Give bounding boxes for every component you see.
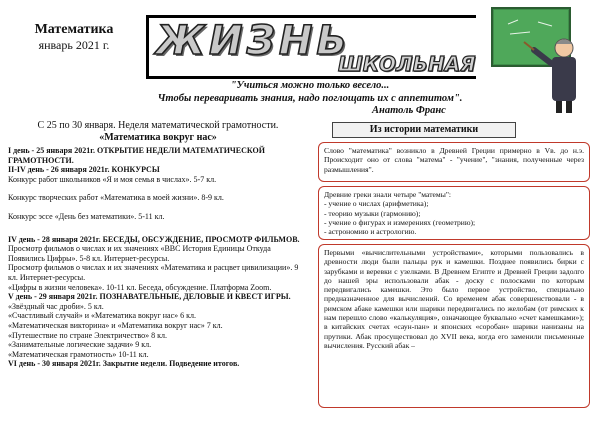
list-item: Просмотр фильмов о числах и их значениях «Математика и расцвет цивилизации». 9 кл. Интернет-ресурсы. — [8, 263, 299, 282]
history-section-title: Из истории математики — [332, 122, 516, 138]
list-item: «Математическая викторина» и «Математика вокруг нас» 7 кл. — [8, 320, 223, 330]
history-box-calculating-devices: Первыми «вычислительными устройствами», которыми пользовались в древности люди были пальцы рук и камешки. Позднее появились бирки с зарубками и веревки с узелками. В Древнем Египте и Древней Греции задолго до нашей эры использовали абак - доску с полосками по которым передвигались камешки. Это было первое устройство, специально предназначенное для вычислений. Со временем абак совершенствовали - в римском абаке камешки или шарики передвигались по желобам (от римских к нам перешло слово «калькуляция», означающее буквально «счет камешками»); в китайских счетах «саун-пан» и японских «соробан» шарики нанизаны на прутики. Абак просуществовал до XVII века, когда его заменили письменные вычисления. Русский абак – — [318, 244, 590, 408]
day-1-heading: I день - 25 января 2021г. ОТКРЫТИЕ НЕДЕЛИ МАТЕМАТИЧЕСКОЙ ГРАМОТНОСТИ. — [8, 146, 265, 165]
logo-word-small: ШКОЛЬНАЯ — [338, 52, 476, 76]
teacher-blackboard-illustration — [478, 2, 588, 114]
list-item: Конкурс творческих работ «Математика в моей жизни». 8-9 кл. — [8, 193, 224, 203]
day-2-heading: II-IV день - 26 января 2021г. КОНКУРСЫ — [8, 165, 160, 175]
list-item: - теорию музыки (гармонию); — [324, 208, 421, 218]
event-schedule — [8, 120, 308, 369]
list-item: Конкурс эссе «День без математики». 5-11 кл. — [8, 211, 165, 221]
day-6-heading: VI день - 30 января 2021г. Закрытие недели. Подведение итогов. — [8, 359, 240, 369]
logo-word-big: ЖИЗНЬ — [156, 18, 351, 64]
list-item: «Занимательные логические задачи» 9 кл. — [8, 340, 152, 350]
list-item: Просмотр фильмов о числах и их значениях «BBC История Единицы Откуда Появились Цифры». 5-8 кл. Интернет-ресурсы. — [8, 244, 271, 263]
list-item: - астрономию и астрологию. — [324, 227, 417, 237]
epigraph-quote — [150, 79, 470, 105]
history-box-word-origin: Слово "математика" возникло в Древней Греции примерно в Vв. до н.э. Происходит оно от слова "матема" - "учение", "знания, полученные через размышления". — [318, 142, 590, 182]
issue-info — [14, 22, 134, 53]
quote-line-1: "Учиться можно только весело... — [230, 80, 390, 91]
list-item: «Цифры в жизни человека». 10-11 кл. Беседа, обсуждение. Платформа Zoom. — [8, 282, 272, 292]
list-item: «Счастливый случай» и «Математика вокруг нас» 6 кл. — [8, 311, 197, 321]
list-item: «Математическая грамотность» 10-11 кл. — [8, 349, 149, 359]
mathemes-intro: Древние греки знали четыре "матемы": — [324, 190, 452, 199]
subject-title: Математика — [34, 22, 114, 37]
list-item: - учение о числах (арифметика); — [324, 199, 429, 209]
day-4-heading: IV день - 28 января 2021г. БЕСЕДЫ, ОБСУЖДЕНИЕ, ПРОСМОТР ФИЛЬМОВ. — [8, 234, 300, 244]
list-item: «Звёздный час дроби». 5 кл. — [8, 301, 104, 311]
quote-author: Анатоль Франс — [372, 105, 446, 116]
list-item: «Путешествие по стране Электричество» 8 кл. — [8, 330, 167, 340]
history-box-four-mathemes — [318, 186, 590, 240]
schedule-theme: «Математика вокруг нас» — [99, 132, 217, 143]
header-rule-vertical — [146, 15, 149, 79]
list-item: - учение о фигурах и измерениях (геометрию); — [324, 217, 476, 227]
day-5-heading: V день - 29 января 2021г. ПОЗНАВАТЕЛЬНЫЕ, ДЕЛОВЫЕ И КВЕСТ ИГРЫ. — [8, 292, 291, 302]
newspaper-logo — [156, 20, 476, 78]
issue-date: январь 2021 г. — [38, 38, 110, 52]
schedule-intro: С 25 по 30 января. Неделя математической грамотности. — [37, 120, 279, 131]
quote-line-2: Чтобы переваривать знания, надо поглощать их с аппетитом". — [157, 93, 463, 104]
list-item: Конкурс работ школьников «Я и моя семья в числах». 5-7 кл. — [8, 174, 217, 184]
